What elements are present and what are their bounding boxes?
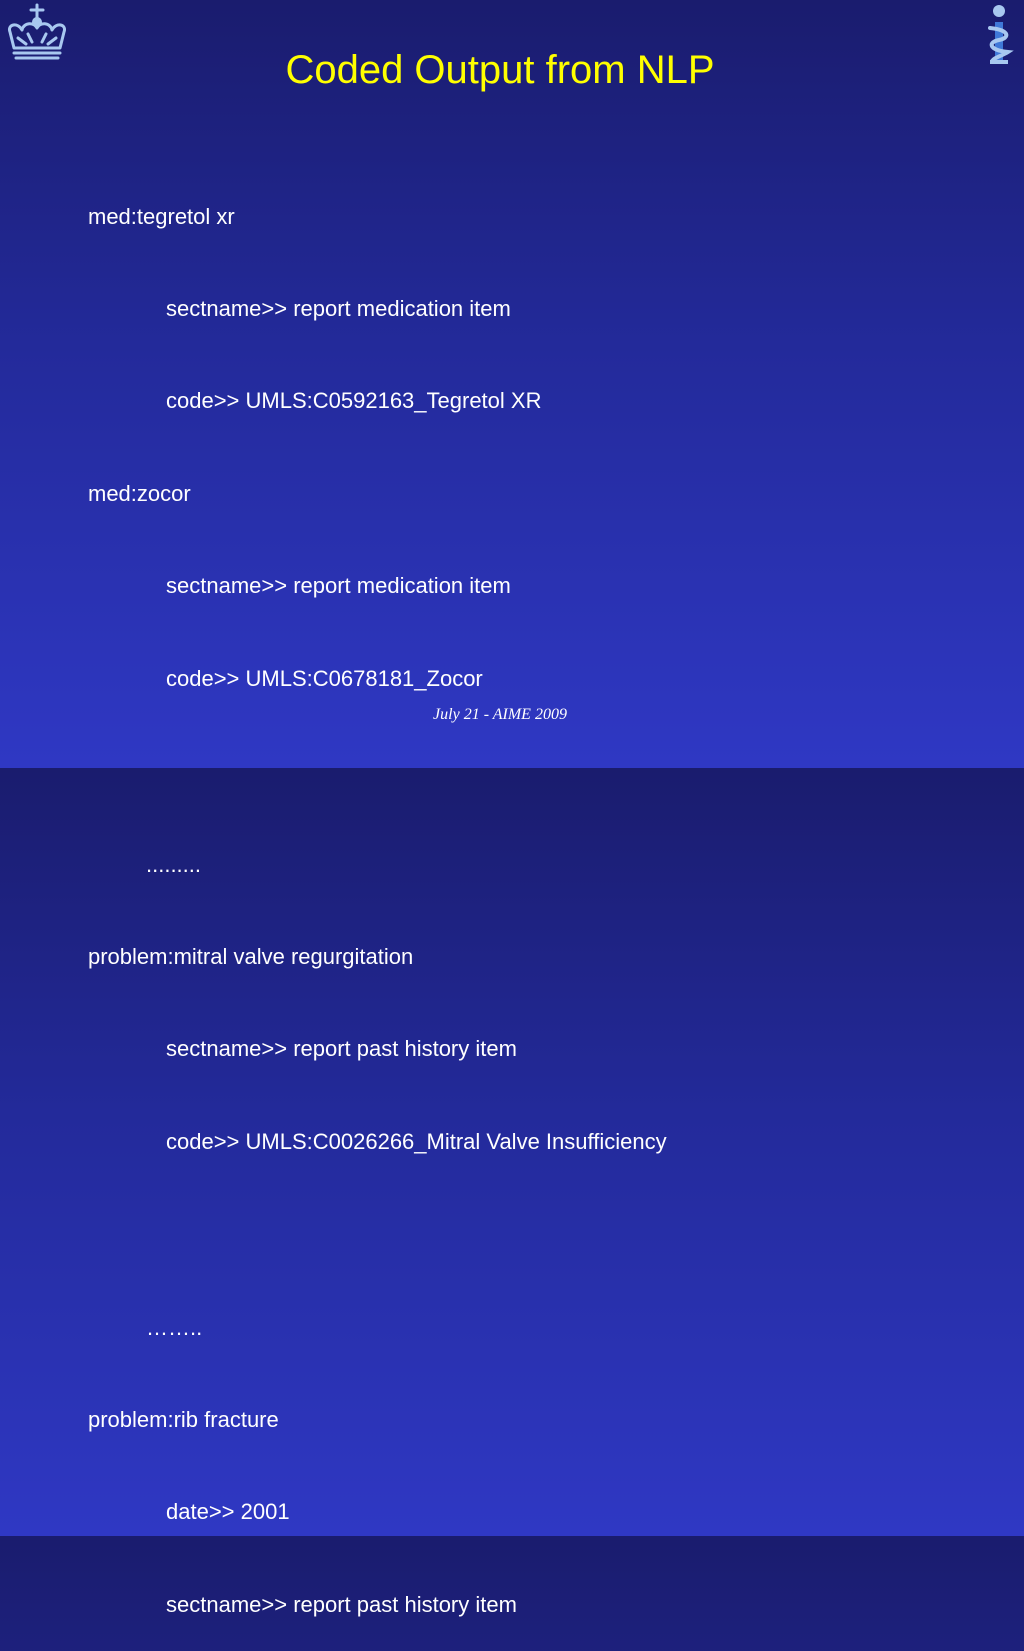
entry-line: code>> UMLS:C0592163_Tegretol XR bbox=[166, 388, 542, 414]
ellipsis-line: …….. bbox=[146, 1314, 203, 1340]
entry-line: sectname>> report past history item bbox=[166, 1591, 517, 1617]
spacer bbox=[88, 1219, 667, 1251]
spacer bbox=[88, 756, 667, 788]
ellipsis-line: ......... bbox=[146, 851, 202, 877]
entry-line: sectname>> report past history item bbox=[166, 1036, 517, 1062]
entry-line: date>> 2001 bbox=[166, 1499, 290, 1525]
nlp-output-text bbox=[88, 140, 667, 1651]
entry-line: problem:mitral valve regurgitation bbox=[88, 943, 414, 969]
entry-line: med:zocor bbox=[88, 480, 191, 506]
slide-title: Coded Output from NLP bbox=[285, 48, 715, 92]
entry-line: sectname>> report medication item bbox=[166, 573, 511, 599]
entry-line: code>> UMLS:C0678181_Zocor bbox=[166, 665, 483, 691]
entry-line: med:tegretol xr bbox=[88, 203, 235, 229]
entry-line: code>> UMLS:C0026266_Mitral Valve Insufficiency bbox=[166, 1128, 667, 1154]
entry-line: problem:rib fracture bbox=[88, 1407, 279, 1433]
slide-footer: July 21 - AIME 2009 bbox=[433, 706, 567, 723]
entry-line: sectname>> report medication item bbox=[166, 295, 511, 321]
